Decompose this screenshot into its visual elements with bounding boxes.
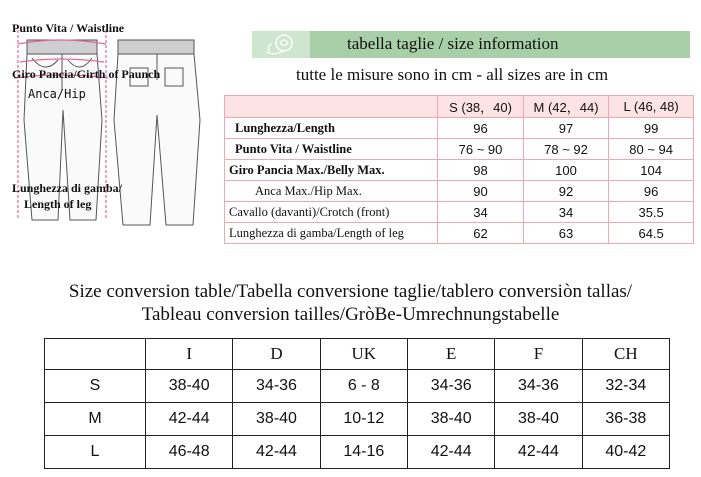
row-label: L — [45, 436, 146, 469]
table-row — [45, 403, 670, 436]
conversion-title-line-1: Size conversion table/Tabella conversione taglie/tablero conversiòn tallas/ — [68, 281, 633, 302]
cell-value: 34 — [438, 202, 524, 223]
row-label: S — [45, 370, 146, 403]
cell-value: 38-40 — [233, 403, 320, 436]
cell-value: 98 — [438, 160, 524, 181]
cell-value: 92 — [523, 181, 609, 202]
row-label: M — [45, 403, 146, 436]
cell-value: 38-40 — [407, 403, 494, 436]
row-label: Lunghezza di gamba/Length of leg — [225, 223, 438, 244]
size-info-col-l: L (46, 48) — [609, 96, 694, 118]
rose-icon — [260, 32, 302, 57]
cell-value: 78 ~ 92 — [523, 139, 609, 160]
cell-value: 42-44 — [407, 436, 494, 469]
cell-value: 46-48 — [146, 436, 233, 469]
cell-value: 96 — [438, 118, 524, 139]
row-label: Cavallo (davanti)/Crotch (front) — [225, 202, 438, 223]
col-italy: I — [146, 339, 233, 370]
size-info-corner — [225, 96, 438, 118]
conversion-corner — [45, 339, 146, 370]
cell-value: 80 ~ 94 — [609, 139, 694, 160]
table-row — [225, 181, 694, 202]
table-row — [45, 370, 670, 403]
size-conversion-table — [44, 338, 670, 469]
cell-value: 100 — [523, 160, 609, 181]
cell-value: 34-36 — [407, 370, 494, 403]
cell-value: 104 — [609, 160, 694, 181]
cell-value: 14-16 — [320, 436, 407, 469]
cell-value: 34-36 — [233, 370, 320, 403]
row-label: Lunghezza/Length — [225, 118, 438, 139]
size-info-banner — [252, 31, 690, 58]
banner-title: tabella taglie / size information — [347, 34, 559, 53]
row-label: Punto Vita / Waistline — [225, 139, 438, 160]
leg-length-label-2: Length of leg — [24, 197, 92, 211]
leg-length-label-1: Lunghezza di gamba/ — [12, 181, 123, 195]
conversion-header-row — [45, 339, 670, 370]
col-uk: UK — [320, 339, 407, 370]
col-switzerland: CH — [582, 339, 669, 370]
cell-value: 32-34 — [582, 370, 669, 403]
cell-value: 10-12 — [320, 403, 407, 436]
banner-icon-area — [252, 31, 310, 58]
cell-value: 99 — [609, 118, 694, 139]
table-row — [225, 139, 694, 160]
table-row — [225, 202, 694, 223]
cell-value: 38-40 — [495, 403, 582, 436]
table-row — [225, 223, 694, 244]
size-info-col-s: S (38，40) — [438, 96, 524, 118]
col-france: F — [495, 339, 582, 370]
row-label: Giro Pancia Max./Belly Max. — [225, 160, 438, 181]
size-info-table — [224, 95, 694, 244]
col-germany: D — [233, 339, 320, 370]
cell-value: 38-40 — [146, 370, 233, 403]
cell-value: 76 ~ 90 — [438, 139, 524, 160]
cell-value: 63 — [523, 223, 609, 244]
cell-value: 64.5 — [609, 223, 694, 244]
cell-value: 40-42 — [582, 436, 669, 469]
cell-value: 42-44 — [146, 403, 233, 436]
conversion-title — [0, 280, 701, 326]
conversion-title-line-2: Tableau conversion tailles/GròBe-Umrechnungstabelle — [141, 304, 560, 325]
cell-value: 6 - 8 — [320, 370, 407, 403]
cell-value: 34-36 — [495, 370, 582, 403]
size-info-header-row — [225, 96, 694, 118]
cell-value: 97 — [523, 118, 609, 139]
cell-value: 42-44 — [495, 436, 582, 469]
waistline-label: Punto Vita / Waistline — [12, 21, 125, 35]
units-subtitle: tutte le misure sono in cm - all sizes are in cm — [296, 65, 609, 84]
cell-value: 96 — [609, 181, 694, 202]
table-row — [225, 160, 694, 181]
cell-value: 35.5 — [609, 202, 694, 223]
belly-label: Giro Pancia/Girth of Paunch — [12, 67, 161, 81]
hip-label: Anca/Hip — [28, 87, 86, 101]
size-info-col-m: M (42，44) — [523, 96, 609, 118]
col-spain: E — [407, 339, 494, 370]
table-row — [225, 118, 694, 139]
cell-value: 42-44 — [233, 436, 320, 469]
cell-value: 34 — [523, 202, 609, 223]
cell-value: 90 — [438, 181, 524, 202]
row-label: Anca Max./Hip Max. — [225, 181, 438, 202]
cell-value: 36-38 — [582, 403, 669, 436]
table-row — [45, 436, 670, 469]
cell-value: 62 — [438, 223, 524, 244]
